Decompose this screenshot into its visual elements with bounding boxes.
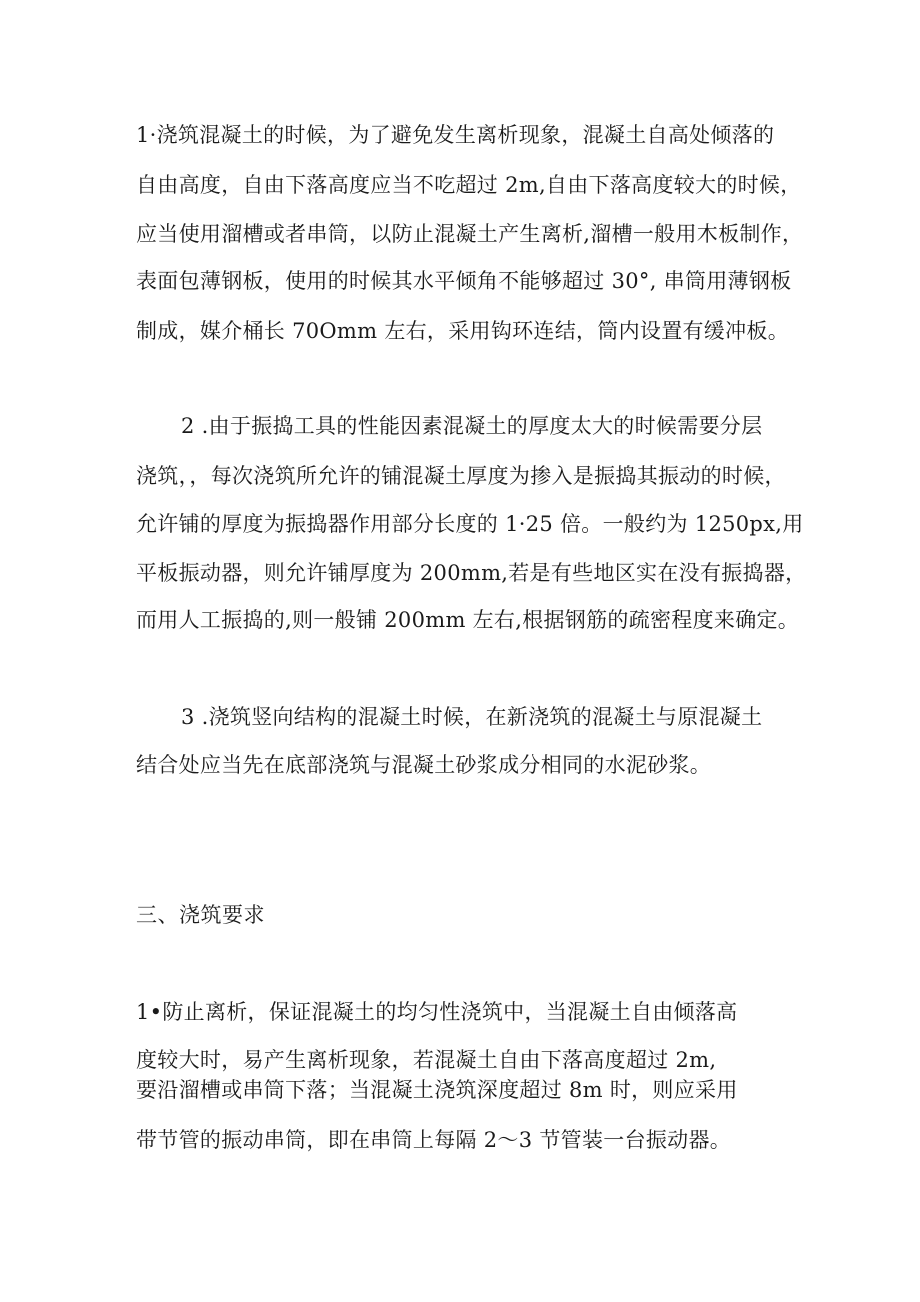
- paragraph4-line-4: 带节管的振动串筒，即在串筒上每隔 2～3 节管装一台振动器。: [136, 1128, 732, 1152]
- paragraph4-line-1: 1•防止离析，保证混凝土的均匀性浇筑中，当混凝土自由倾落高: [136, 1000, 738, 1024]
- paragraph1-line-3: 应当使用溜槽或者串筒，以防止混凝土产生离析,溜槽一般用木板制作，: [136, 222, 804, 246]
- paragraph2-line-1: 2 .由于振捣工具的性能因素混凝土的厚度太大的时候需要分层: [181, 414, 763, 438]
- paragraph1-line-5: 制成，媒介桶长 70Omm 左右，采用钩环连结，筒内设置有缓冲板。: [136, 319, 790, 343]
- paragraph2-line-2: 浇筑，，每次浇筑所允许的铺混凝土厚度为掺入是振捣其振动的时候，: [136, 464, 786, 488]
- paragraph4-line-3: 要沿溜槽或串筒下落；当混凝土浇筑深度超过 8m 时，则应采用: [136, 1078, 738, 1102]
- paragraph2-line-4: 平板振动器，则允许铺厚度为 200mm,若是有些地区实在没有振捣器，: [136, 561, 807, 585]
- paragraph4-line-2: 度较大时，易产生离析现象，若混凝土自由下落高度超过 2m,: [136, 1048, 717, 1072]
- paragraph2-line-5: 而用人工振捣的,则一般铺 200mm 左右,根据钢筋的疏密程度来确定。: [136, 608, 800, 632]
- paragraph1-line-1: 1·浇筑混凝土的时候，为了避免发生离析现象，混凝土自高处倾落的: [136, 123, 775, 147]
- paragraph1-line-2: 自由高度，自由下落高度应当不吃超过 2m,自由下落高度较大的时候，: [136, 173, 802, 197]
- paragraph3-line-1: 3 .浇筑竖向结构的混凝土时候，在新浇筑的混凝土与原混凝土: [181, 705, 763, 729]
- paragraph2-line-3: 允许铺的厚度为振捣器作用部分长度的 1·25 倍。一般约为 1250px,用: [136, 512, 804, 536]
- section-heading: 三、浇筑要求: [136, 903, 265, 927]
- paragraph3-line-2: 结合处应当先在底部浇筑与混凝土砂浆成分相同的水泥砂浆。: [136, 753, 712, 777]
- paragraph1-line-4: 表面包薄钢板，使用的时候其水平倾角不能够超过 30°, 串筒用薄钢板: [136, 269, 792, 293]
